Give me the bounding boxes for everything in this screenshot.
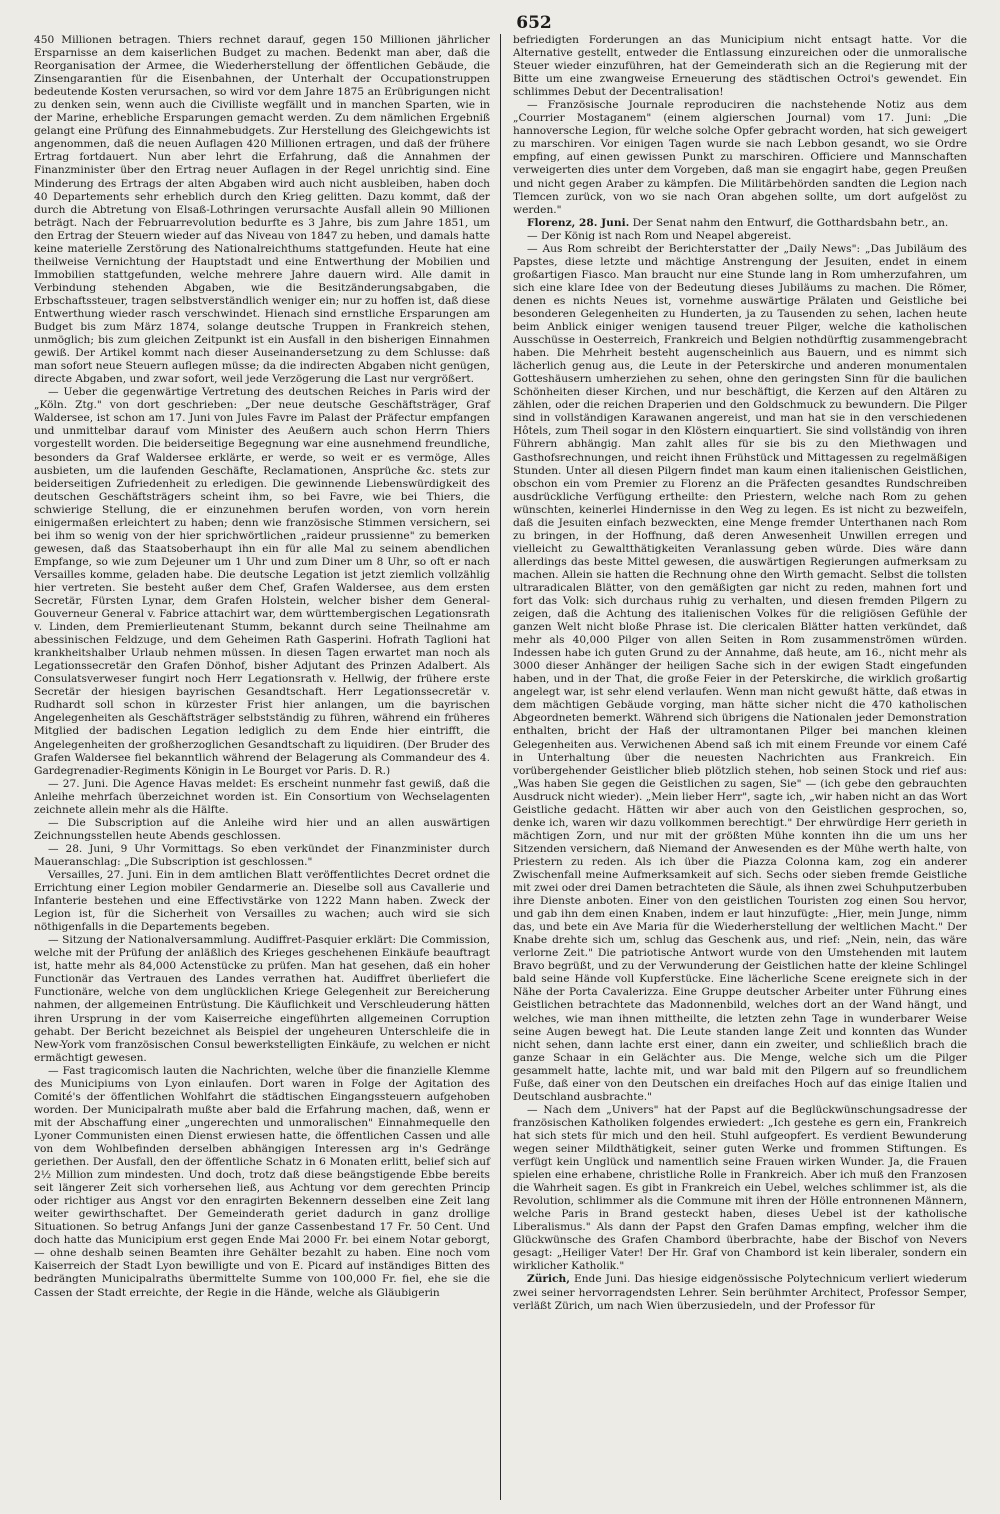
paragraph-text: — Nach dem „Univers" hat der Papst auf die Beglückwünschungsadresse der französischen Katholiken folgendes erwiedert: „Ich gestehe es gern ein, Frankreich hat sich stets für mich und den heil. Stuhl aufgeopfert. Es verdient Bewunderung wegen seiner Mildthätigkeit, seiner guten Werke und frommen Stiftungen. Es verfügt kein Unglück und namentlich seine Frauen wirken Wunder. Ja, die Frauen spielen eine erhabene, christliche Rolle in Frankreich. Aber ich muß den Franzosen die Wahrheit sagen. Es gibt in Frankreich ein Uebel, welches schlimmer ist, als die Revolution, schlimmer als die Commune mit ihren der Hölle entronnenen Männern, welche Paris in Brand gesteckt haben, dieses Uebel ist der katholische Liberalismus." Als dann der Papst den Grafen Damas empfing, welcher ihm die Glückwünsche des Grafen Chambord überbrachte, habe der Bischof von Nevers gesagt: „Heiliger Vater! Der Hr. Graf von Chambord ist kein liberaler, sondern ein wirklicher Katholik." bbox=[513, 1103, 967, 1273]
article-paragraph bbox=[513, 1104, 967, 1274]
article-paragraph bbox=[513, 1273, 967, 1312]
columns bbox=[34, 34, 974, 1500]
paragraph-text: — Die Subscription auf die Anleihe wird hier und an allen auswärtigen Zeichnungsstellen heute Abends geschlossen. bbox=[34, 816, 490, 842]
paragraph-text: Versailles, 27. Juni. Ein in dem amtlichen Blatt veröffentlichtes Decret ordnet die Errichtung einer Legion mobiler Gendarmerie an. Dieselbe soll aus Cavallerie und Infanterie bestehen und eine Effectivstärke von 1222 Mann haben. Zweck der Legion ist, für die Sicherheit von Versailles zu wachen; auch wird sie sich nöthigenfalls in die Departements begeben. bbox=[34, 869, 490, 934]
article-paragraph bbox=[513, 230, 967, 243]
article-paragraph bbox=[513, 34, 967, 99]
paragraph-text: — 28. Juni, 9 Uhr Vormittags. So eben verkündet der Finanzminister durch Maueranschlag: „Die Subscription ist geschlossen." bbox=[34, 842, 490, 868]
right-column bbox=[503, 34, 967, 1500]
article-paragraph bbox=[34, 869, 490, 934]
paragraph-text: — Französische Journale reproduciren die nachstehende Notiz aus dem „Courrier Mostaganem" (einem algierschen Journal) vom 17. Juni: „Die hannoversche Legion, für welche solche Opfer gebracht worden, hat sich geweigert zu marschiren. Vor einigen Tagen wurde sie nach Lebbon gesandt, wo sie Ordre empfing, auf einen gewissen Punkt zu marschiren. Officiere und Mannschaften verweigerten dies unter dem Vorgeben, daß man sie engagirt habe, gegen Preußen und nicht gegen Araber zu kämpfen. Die Militärbehörden sandten die Legion nach Tlemcen zurück, von wo sie nach Oran abgehen sollte, um dort aufgelöst zu werden." bbox=[513, 99, 967, 216]
article-paragraph bbox=[34, 386, 490, 777]
article-paragraph bbox=[34, 843, 490, 869]
paragraph-text: 450 Millionen betragen. Thiers rechnet darauf, gegen 150 Millionen jährlicher Ersparnisse an dem kaiserlichen Budget zu machen. Bedenkt man aber, daß die Reorganisation der Armee, die Wiederherstellung der öffentlichen Gebäude, die Zinsengarantien für die Eisenbahnen, der Unterhalt der Occupationstruppen bedeutende Kosten verursachen, so wird vor dem Jahre 1875 an Erübrigungen nicht zu denken sein, wenn auch die Civilliste wegfällt und in manchen Sparten, wie in der Marine, erhebliche Ersparungen gemacht werden. Zu dem nämlichen Ergebniß gelangt eine Prüfung des Einnahmebudgets. Zur Herstellung des Gleichgewichts ist angenommen, daß die neuen Auflagen 420 Millionen ertragen, und daß der frühere Ertrag fortdauert. Nun aber lehrt die Erfahrung, daß die Annahmen der Finanzminister über den Ertrag neuer Auflagen in der Regel unrichtig sind. Eine Minderung des Ertrags der alten Abgaben wird auch nicht ausbleiben, haben doch 40 Departements sehr erheblich durch den Krieg gelitten. Dazu kommt, daß der durch die Abtretung von Elsaß-Lothringen verursachte Ausfall allein 90 Millionen beträgt. Nach der Februarrevolution bedurfte es 3 Jahre, bis zum Jahre 1851, um den Ertrag der Steuern wieder auf das Niveau von 1847 zu heben, und damals hatte keine materielle Zerstörung des Nationalreichthums stattgefunden. Heute hat eine theilweise Vernichtung der Hauptstadt und eine Entwerthung der Mobilien und Immobilien stattgefunden, welche mehrere Jahre dauern wird. Alle damit in Verbindung stehenden Abgaben, wie die Besitzänderungsabgaben, die Erbschaftssteuer, tragen selbstverständlich weniger ein; nur zu hoffen ist, daß diese Entwerthung wieder rasch verschwindet. Hienach sind ernstliche Ersparungen am Budget bis zum März 1874, solange deutsche Truppen in Frankreich stehen, unmöglich; bis zum gleichen Zeitpunkt ist ein Ausfall in den bisherigen Einnahmen gewiß. Der Artikel kommt nach dieser Auseinandersetzung zu dem Schlusse: daß man sofort neue Steuern auflegen müsse; da die indirecten Abgaben nicht genügen, directe Abgaben, und zwar sofort, weil jede Verzögerung die Last nur vergrößert. bbox=[34, 34, 490, 386]
article-paragraph bbox=[34, 817, 490, 843]
paragraph-text: — 27. Juni. Die Agence Havas meldet: Es erscheint nunmehr fast gewiß, daß die Anleihe mehrfach überzeichnet worden ist. Ein Consortium von Wechselagenten zeichnete allein mehr als die Hälfte. bbox=[34, 777, 490, 816]
article-paragraph bbox=[513, 243, 967, 1104]
paragraph-text: — Ueber die gegenwärtige Vertretung des deutschen Reiches in Paris wird der „Köln. Ztg." von dort geschrieben: „Der neue deutsche Geschäftsträger, Graf Waldersee, ist schon am 17. Juni von Jules Favre im Palast der Präfectur empfangen und unmittelbar darauf vom Minister des Aeußern auch schon Herrn Thiers vorgestellt worden. Die beiderseitige Begegnung war eine ausnehmend freundliche, besonders da Graf Waldersee erklärte, er werde, so weit er es vermöge, Alles ausbieten, um die laufenden Geschäfte, Reclamationen, Ansprüche &c. stets zur beiderseitigen Zufriedenheit zu erledigen. Die gewinnende Liebenswürdigkeit des deutschen Geschäftsträgers scheint ihm, so bei Favre, wie bei Thiers, die schwierige Stellung, die er einzunehmen berufen worden, von vorn herein einigermaßen erleichtert zu haben; denn wie französische Stimmen versichern, sei bei ihm so wenig von der hier sprichwörtlichen „raideur prussienne" zu bemerken gewesen, daß das Staatsoberhaupt ihn ein für alle Mal zu seinem abendlichen Empfange, so wie zum Dejeuner um 1 Uhr und zum Diner um 8 Uhr, so oft er nach Versailles komme, geladen habe. Die deutsche Legation ist jetzt ziemlich vollzählig hier vertreten. Sie besteht außer dem Chef, Grafen Waldersee, aus dem ersten Secretär, Fürsten Lynar, dem Grafen Holstein, welcher bisher dem General-Gouverneur General v. Fabrice attachirt war, dem württembergischen Legationsrath v. Linden, dem Premierlieutenant Stumm, bekannt durch seine Theilnahme am abessinischen Feldzuge, und dem Geheimen Rath Gasperini. Hofrath Taglioni hat krankheitshalber Urlaub nehmen müssen. In diesen Tagen erwartet man noch als Legationssecretär den Grafen Dönhof, bisher Adjutant des Prinzen Adalbert. Als Consulatsverweser fungirt noch Herr Legationsrath v. Hellwig, der frühere erste Secretär der hiesigen bayrischen Gesandtschaft. Herr Legationssecretär v. Rudhardt soll schon in kürzester Frist hier anlangen, um die bayrischen Angelegenheiten als Geschäftsträger selbstständig zu führen, während ein früheres Mitglied der badischen Legation lediglich zu dem Ende hier eintrifft, die Angelegenheiten der großherzoglichen Gesandtschaft zu liquidiren. (Der Bruder des Grafen Waldersee fiel bekanntlich während der Belagerung als Commandeur des 4. Gardegrenadier-Regiments Königin in Le Bourget vor Paris. D. R.) bbox=[34, 386, 490, 777]
column-divider bbox=[500, 34, 501, 1500]
paragraph-text: — Sitzung der Nationalversammlung. Audiffret-Pasquier erklärt: Die Commission, welche mit der Prüfung der anläßlich des Krieges geschehenen Einkäufe beauftragt ist, hatte mehr als 84,000 Actenstücke zu prüfen. Man hat gesehen, daß ein hoher Functionär das Vertrauen des Landes verrathen hat. Audiffret überliefert die Functionäre, welche von dem unglücklichen Kriege Gelegenheit zur Bereicherung nahmen, der allgemeinen Entrüstung. Die Käuflichkeit und Verschleuderung hätten ihren Ursprung in der vom Kaiserreiche eingeführten allgemeinen Corruption gehabt. Der Bericht bezeichnet als Beispiel der ungeheuren Unterschleife die in New-York vom französischen Consul bewerkstelligten Einkäufe, zu welchen er nicht ermächtigt gewesen. bbox=[34, 934, 490, 1064]
left-column bbox=[34, 34, 498, 1500]
article-paragraph bbox=[513, 217, 967, 230]
article-paragraph bbox=[34, 934, 490, 1064]
page-number: 652 bbox=[516, 13, 552, 33]
article-paragraph bbox=[34, 778, 490, 817]
article-paragraph bbox=[34, 34, 490, 386]
article-paragraph bbox=[513, 99, 967, 216]
paragraph-text: — Aus Rom schreibt der Berichterstatter der „Daily News": „Das Jubiläum des Papstes, diese letzte und mächtige Anstrengung der Jesuiten, endet in einem großartigen Fiasco. Man braucht nur eine Stunde lang in Rom umherzufahren, um sich eine klare Idee von der Bedeutung dieses Jubiläums zu machen. Die Römer, denen es nichts Neues ist, vornehme auswärtige Prälaten und Geistliche bei besonderen Gelegenheiten zu Hunderten, ja zu Tausenden zu sehen, lachen heute beim Anblick einiger wenigen tausend treuer Pilger, welche die katholischen Ausschüsse in Oesterreich, Frankreich und Belgien nothdürftig zusammengebracht haben. Die Mehrheit besteht augenscheinlich aus Bauern, und es nimmt sich lächerlich genug aus, die Leute in der Peterskirche und anderen monumentalen Gotteshäusern umherziehen zu sehen, ohne den geringsten Sinn für die baulichen Schönheiten dieser Kirchen, und nur beschäftigt, die Kerzen auf den Altären zu zählen, oder die reichen Draperien und den Goldschmuck zu bewundern. Die Pilger sind in vollständigen Karawanen angereist, und man hat sie in den verschiedenen Hôtels, zum Theil sogar in den Klöstern einquartiert. Sie sind vollständig von ihren Führern abhängig. Man zahlt alles für sie bis zu den Miethwagen und Gasthofsrechnungen, und reicht ihnen Frühstück und Mittagessen zu regelmäßigen Stunden. Unter all diesen Pilgern findet man kaum einen italienischen Geistlichen, obschon ein vom Premier zu Florenz an die Präfecten gesandtes Rundschreiben ausdrückliche Verfügung ertheilte: den Priestern, welche nach Rom zu gehen wünschten, keinerlei Hindernisse in den Weg zu legen. Es ist nicht zu bezweifeln, daß die Jesuiten einfach bezweckten, eine Menge fremder Unterthanen nach Rom zu bringen, in der Hoffnung, daß deren Anwesenheit Unwillen erregen und vielleicht zu Gewaltthätigkeiten Veranlassung geben würde. Dies wäre dann allerdings das beste Mittel gewesen, die auswärtigen Regierungen aufmerksam zu machen. Allein sie hatten die Rechnung ohne den Wirth gemacht. Selbst die tollsten ultraradicalen Blätter, von den gemäßigten gar nicht zu reden, mahnen fort und fort das Volk: sich durchaus ruhig zu verhalten, und diesen fremden Pilgern zu zeigen, daß die Achtung des italienischen Volkes für die religiösen Gefühle der ganzen Welt nicht bloße Phrase ist. Die clericalen Blätter hatten verkündet, daß mehr als 40,000 Pilger von allen Seiten in Rom zusammenströmen würden. Indessen habe ich guten Grund zu der Annahme, daß heute, am 16., nicht mehr als 3000 dieser Anhänger der heiligen Sache sich in der ewigen Stadt eingefunden haben, und in der That, die große Feier in der Peterskirche, die wirklich großartig angelegt war, ist sehr elend verlaufen. Wenn man nicht gewußt hätte, daß etwas in dem mächtigen Gebäude vorging, man hätte sicher nicht die 470 katholischen Abgeordneten bemerkt. Während sich übrigens die Nationalen jeder Demonstration enthalten, bricht der Haß der ultramontanen Pilger bei manchen kleinen Gelegenheiten aus. Verwichenen Abend saß ich mit einem Freunde vor einem Café in Unterhaltung über die neuesten Nachrichten aus Frankreich. Ein vorübergehender Geistlicher blieb plötzlich stehen, hob seinen Stock und rief aus: „Was haben Sie gegen die Geistlichen zu sagen, Sie" — (ich gebe den gebrauchten Ausdruck nicht wieder). „Mein lieber Herr", sagte ich, „wir haben nicht an das Wort Geistliche gedacht. Hätten wir aber auch von den Geistlichen gesprochen, so, denke ich, waren wir dazu vollkommen berechtigt." Der ehrwürdige Herr gerieth in mächtigen Zorn, und nur mit der größten Mühe konnten ihn die um uns her Sitzenden versichern, daß Niemand der Anwesenden es der Mühe werth halte, von Priestern zu reden. Als ich über die Piazza Colonna kam, zog ein anderer Zwischenfall meine Aufmerksamkeit auf sich. Sechs oder sieben fremde Geistliche mit zwei oder drei Damen betrachteten die Säule, als ihnen zwei Schuhputzerbuben ihre Dienste anboten. Einer von den geistlichen Touristen zog einen Sou hervor, und gab ihn dem einen Knaben, indem er laut hinzufügte: „Hier, mein Junge, nimm das, und bete ein Ave Maria für die Wiederherstellung der weltlichen Macht." Der Knabe drehte sich um, schlug das Geschenk aus, und rief: „Nein, nein, das wäre verlorne Zeit." Die patriotische Antwort wurde von den Umstehenden mit lautem Bravo begrüßt, und zu der Verwunderung der Geistlichen hatte der kleine Schlingel bald seine Hände voll Kupferstücke. Eine lächerliche Scene ereignete sich in der Nähe der Porta Cavalerizza. Eine Gruppe deutscher Arbeiter unter Führung eines Geistlichen betrachtete das Madonnenbild, welches dort an der Wand hängt, und welches, wie man ihnen mittheilte, die letzten zehn Tage in wunderbarer Weise seine Augen bewegt hat. Die Leute standen lange Zeit und konnten das Wunder nicht sehen, dann lachte erst einer, dann ein zweiter, und schließlich brach die ganze Schaar in ein Gelächter aus. Die Menge, welche sich um die Pilger gesammelt hatte, lachte mit, und war bald mit den Pilgern auf so freundlichem Fuße, daß einer von den Deutschen ein dreifaches Hoch auf das einige Italien und Deutschland ausbrachte." bbox=[513, 242, 967, 1103]
dateline: Florenz, 28. Juni. bbox=[527, 216, 630, 229]
dateline: Zürich, bbox=[527, 1273, 570, 1286]
paragraph-text: Ende Juni. Das hiesige eidgenössische Polytechnicum verliert wiederum zwei seiner hervorragendsten Lehrer. Sein berühmter Architect, Professor Semper, verläßt Zürich, um nach Wien überzusiedeln, und der Professor für bbox=[513, 1273, 967, 1312]
paragraph-text: — Fast tragicomisch lauten die Nachrichten, welche über die finanzielle Klemme des Municipiums von Lyon einlaufen. Dort waren in Folge der Agitation des Comité's der öffentlichen Wohlfahrt die städtischen Eingangssteuern aufgehoben worden. Der Municipalrath mußte aber bald die Erfahrung machen, daß, wenn er mit der Abschaffung einer „ungerechten und unmoralischen" Einnahmequelle den Lyoner Communisten einen Dienst erwiesen hatte, die öffentlichen Cassen und alle von dem Wohlbefinden derselben abhängigen Interessen arg in's Gedränge geriethen. Der Ausfall, den der öffentliche Schatz in 6 Monaten erlitt, belief sich auf 2½ Million zum mindesten. Und doch, trotz daß diese beängstigende Ebbe bereits seit längerer Zeit sich vorhersehen ließ, aus Achtung vor dem gerechten Princip oder richtiger aus Angst vor den enragirten Bekennern desselben eine Zeit lang weiter gewirthschaftet. Der Gemeinderath geriet dadurch in ganz drollige Situationen. So betrug Anfangs Juni der ganze Cassenbestand 17 Fr. 50 Cent. Und doch hatte das Municipium erst gegen Ende Mai 2000 Fr. bei einem Notar geborgt, — ohne deshalb seinen Beamten ihre Gehälter bezahlt zu haben. Eine noch vom Kaiserreich der Stadt Lyon bewilligte und von E. Picard auf inständiges Bitten des bedrängten Municipalraths übermittelte Summe von 100,000 Fr. fiel, ehe sie die Cassen der Stadt erreichte, der Regie in die Hände, welche als Gläubigerin bbox=[34, 1064, 490, 1299]
paragraph-text: — Der König ist nach Rom und Neapel abgereist. bbox=[527, 229, 792, 242]
paragraph-text: Der Senat nahm den Entwurf, die Gotthardsbahn betr., an. bbox=[629, 216, 949, 229]
paragraph-text: befriedigten Forderungen an das Municipium nicht entsagt hatte. Vor die Alternative gestellt, entweder die Entlassung einzureichen oder die unmoralische Steuer wieder einzuführen, hat der Gemeinderath sich an die Regierung mit der Bitte um eine zwangweise Erneuerung des städtischen Octroi's gewendet. Ein schlimmes Debut der Decentralisation! bbox=[513, 34, 967, 99]
article-paragraph bbox=[34, 1065, 490, 1300]
